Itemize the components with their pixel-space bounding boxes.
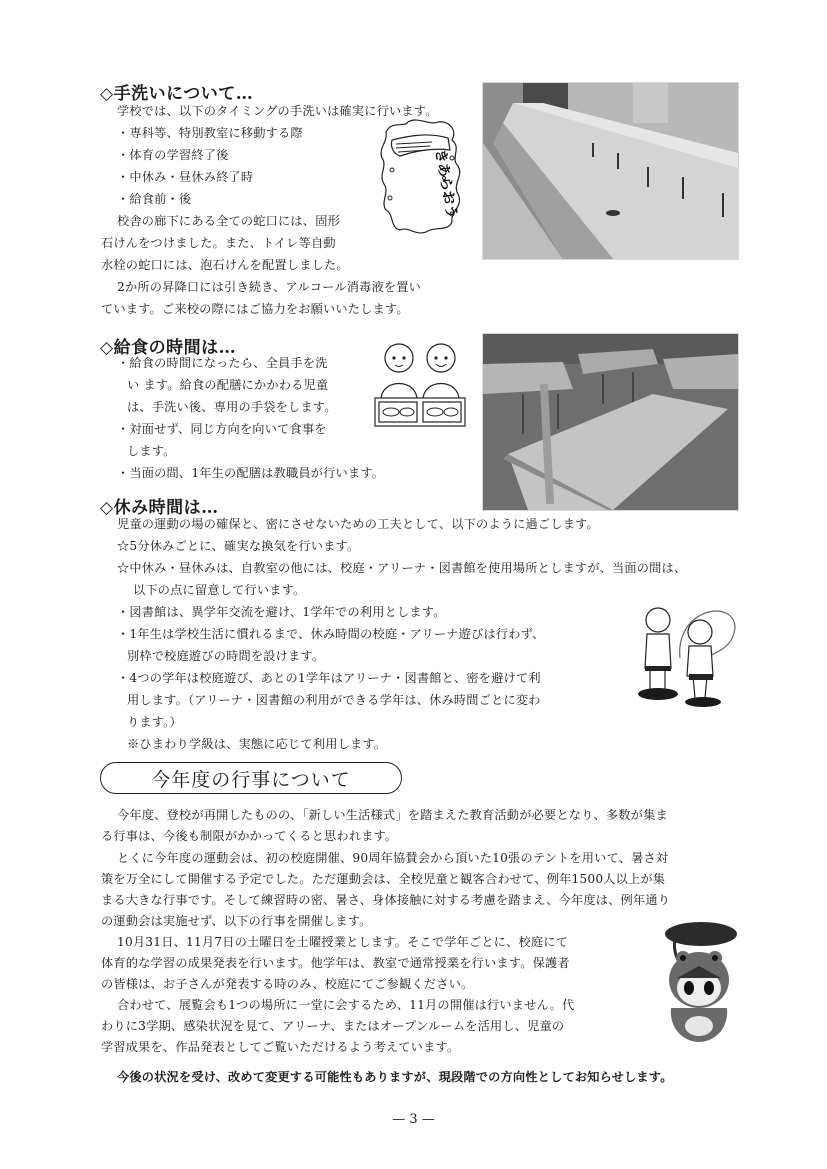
child-head-icon xyxy=(427,344,455,372)
handwash-paragraph-line: 水栓の蛇口には、泡石けんを配置しました。 xyxy=(101,258,349,272)
handwash-bullet: ・専科等、特別教室に移動する際 xyxy=(117,126,303,140)
handwash-paragraph-line: 石けんをつけました。また、トイレ等自動 xyxy=(101,236,336,250)
lunch-heading: ◇給食の時間は… xyxy=(100,338,237,358)
break-line: ・1年生は学校生活に慣れるまで、休み時間の校庭・アリーナ遊びは行わず、 xyxy=(117,627,545,641)
handwash-bullet: ・給食前・後 xyxy=(117,192,192,206)
break-line: ☆中休み・昼休みは、自教室の他には、校庭・アリーナ・図書館を使用場所としますが、当面の間は、 xyxy=(117,561,687,575)
frog-mascot-illustration xyxy=(655,920,741,1044)
events-line: 今年度、登校が再開したものの、「新しい生活様式」を踏まえた教育活動が必要となり、多数が集ま xyxy=(117,808,668,822)
events-line: 学習成果を、作品発表としてご覧いただけるよう考えています。 xyxy=(101,1040,460,1054)
break-line: ☆5分休みごとに、確実な換気を行います。 xyxy=(117,539,360,553)
handwash-illustration xyxy=(378,118,466,236)
break-line: 以下の点に留意して行います。 xyxy=(133,583,306,597)
break-line: 用します。（アリーナ・図書館の利用ができる学年は、休み時間ごとに変わ xyxy=(127,693,541,707)
events-line: の運動会は実施せず、以下の行事を開催します。 xyxy=(101,914,372,928)
child-head-icon xyxy=(646,608,670,632)
handwash-paragraph-line: 校舎の廊下にある全ての蛇口には、固形 xyxy=(117,214,340,228)
events-line: 合わせて、展覧会も1つの場所に一堂に会するため、11月の開催は行いません。代 xyxy=(117,998,575,1012)
child-head-icon xyxy=(688,620,712,644)
closing-statement: 今後の状況を受け、改めて変更する可能性もありますが、現段階での方向性としてお知らせします。 xyxy=(117,1070,673,1084)
break-line: ります。） xyxy=(127,715,182,729)
lunch-line: ・対面せず、同じ方向を向いて食事を xyxy=(117,422,327,436)
children-playing-illustration xyxy=(625,598,740,706)
break-line: ※ひまわり学級は、実態に応じて利用します。 xyxy=(127,737,387,751)
lunch-line: します。 xyxy=(127,444,176,458)
break-line: 別枠で校庭遊びの時間を設けます。 xyxy=(127,649,325,663)
lunch-line: ・当面の間、1年生の配膳は教職員が行います。 xyxy=(117,466,385,480)
handwash-bullet: ・体育の学習終了後 xyxy=(117,148,229,162)
classroom-desks-photo xyxy=(482,333,739,511)
lunch-line: い ます。給食の配膳にかかわる児童 xyxy=(127,378,329,392)
photo-graphic xyxy=(483,334,738,510)
photo-graphic xyxy=(483,83,738,259)
break-line: 児童の運動の場の確保と、密にさせないための工夫として、以下のように過ごします。 xyxy=(117,517,599,531)
events-line: わりに3学期、感染状況を見て、アリーナ、またはオープンルームを活用し、児童の xyxy=(101,1019,565,1033)
handwash-paragraph-line: 2か所の昇降口には引き続き、アルコール消毒液を置い xyxy=(117,280,422,294)
events-line: の皆様は、お子さんが発表する時のみ、校庭にてご参観ください。 xyxy=(101,977,474,991)
lunch-children-illustration xyxy=(373,338,469,430)
child-head-icon xyxy=(385,344,413,372)
lunch-line: は、手洗い後、専用の手袋をします。 xyxy=(127,400,337,414)
lunch-line: ・給食の時間になったら、全員手を洗 xyxy=(117,356,328,370)
events-line: 体育的な学習の成果発表を行います。他学年は、教室で通常授業を行います。保護者 xyxy=(101,956,570,970)
page-number: — 3 — xyxy=(392,1112,435,1127)
illustration-caption: きあらおう xyxy=(431,147,460,220)
handwash-intro: 学校では、以下のタイミングの手洗いは確実に行います。 xyxy=(117,104,438,118)
handwash-bullet: ・中休み・昼休み終了時 xyxy=(117,170,254,184)
events-line: 10月31日、11月7日の土曜日を土曜授業とします。そこで学年ごとに、校庭にて xyxy=(117,935,569,949)
handwashing-station-photo xyxy=(482,82,739,260)
break-heading: ◇休み時間は… xyxy=(100,498,219,518)
events-banner xyxy=(100,762,402,794)
events-line: とくに今年度の運動会は、初の校庭開催、90周年協賛会から頂いた10張のテントを用いて、暑さ対 xyxy=(117,851,669,865)
break-line: ・4つの学年は校庭遊び、あとの1学年はアリーナ・図書館と、密を避けて利 xyxy=(117,671,541,685)
handwash-heading: ◇手洗いについて… xyxy=(100,84,254,104)
events-banner-title: 今年度の行事について xyxy=(151,768,351,791)
break-line: ・図書館は、異学年交流を避け、1学年での利用とします。 xyxy=(117,605,446,619)
handwash-paragraph-line: ています。ご来校の際にはご協力をお願いいたします。 xyxy=(101,302,409,316)
events-line: る行事は、今後も制限がかかってくると思われます。 xyxy=(101,829,398,843)
events-line: まる大きな行事です。そして練習時の密、暑さ、身体接触に対する考慮を踏まえ、今年度は、例年通り xyxy=(101,893,671,907)
events-line: 策を万全にして開催する予定でした。ただ運動会は、全校児童と観客合わせて、例年1500人以上が集 xyxy=(101,872,666,886)
